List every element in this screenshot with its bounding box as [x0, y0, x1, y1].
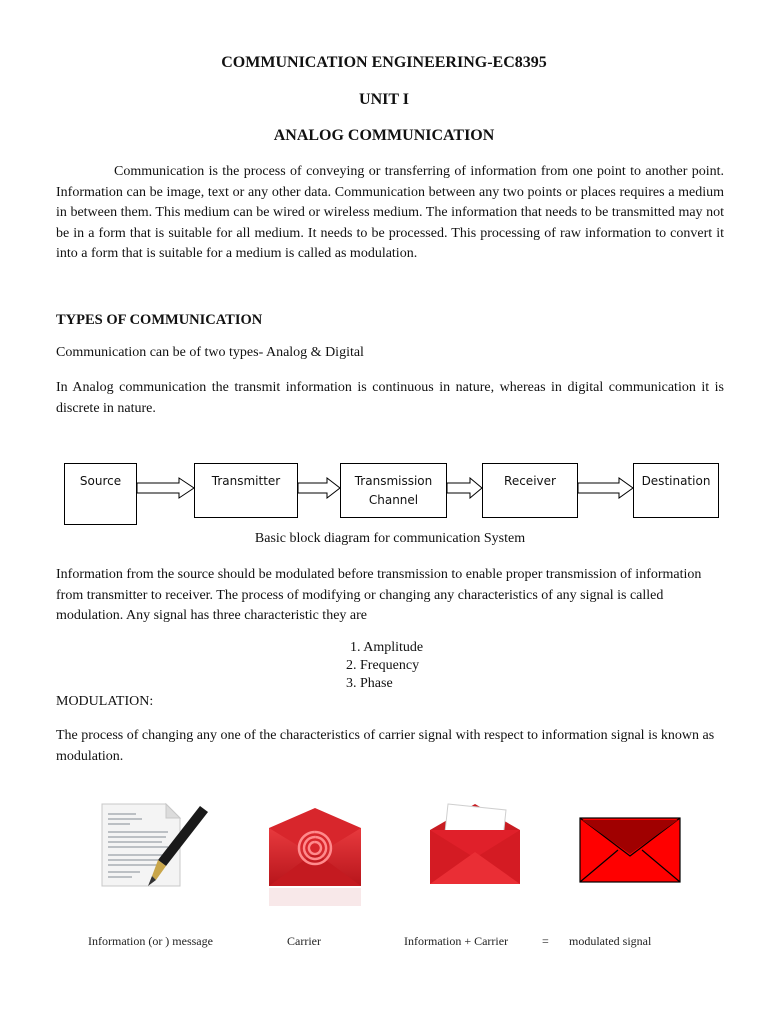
block-source: Source [64, 463, 137, 525]
diagram-caption: Basic block diagram for communication System [254, 531, 526, 546]
block-transmitter: Transmitter [194, 463, 298, 518]
label-information-plus-carrier: Information + Carrier [404, 934, 509, 948]
label-modulated-signal: modulated signal [569, 934, 652, 948]
arrow-source-transmitter-icon [137, 477, 195, 499]
arrow-channel-receiver-icon [447, 477, 483, 499]
modulation-definition: The process of changing any one of the characteristics of carrier signal with respect to information signal is known as modulation. [56, 728, 715, 764]
label-information-message: Information (or ) message [88, 934, 213, 948]
types-line-2: In Analog communication the transmit information is continuous in nature, whereas in digital communication it is discrete in nature. [56, 380, 724, 416]
intro-paragraph: Communication is the process of conveying or transferring of information from one point to another point. Information can be image, text or any other data. Communication between any two points or places requires a medium in between them. This medium can be wired or wireless medium. The information that needs to be transmitted may not be in a form that is suitable for all medium. It needs to be processed. This processing of raw information to convert it into a form that is suitable for a medium is called as modulation. [56, 164, 724, 261]
label-equals: = [542, 934, 549, 948]
block-destination: Destination [633, 463, 719, 518]
spiral-envelope-icon [266, 808, 364, 908]
unit-title: UNIT I [359, 91, 409, 108]
course-title: COMMUNICATION ENGINEERING-EC8395 [221, 54, 547, 71]
characteristics-list [346, 639, 423, 693]
types-heading: TYPES OF COMMUNICATION [56, 312, 263, 328]
red-envelope-icon [578, 816, 682, 884]
arrow-receiver-destination-icon [578, 477, 634, 499]
types-line-1: Communication can be of two types- Analog & Digital [56, 345, 364, 360]
info-paragraph: Information from the source should be modulated before transmission to enable proper transmission of information from transmitter to receiver. The process of modifying or changing any characteristics of any signal is called modulation. Any signal has three characteristic they are [56, 567, 702, 623]
list-item: 3. Phase [346, 676, 393, 691]
open-envelope-letter-icon [422, 800, 528, 890]
block-receiver: Receiver [482, 463, 578, 518]
topic-title: ANALOG COMMUNICATION [273, 127, 495, 144]
modulation-heading: MODULATION: [56, 694, 154, 709]
arrow-transmitter-channel-icon [298, 477, 341, 499]
list-item: 1. Amplitude [350, 640, 424, 655]
document-pen-icon [96, 800, 212, 890]
label-carrier: Carrier [287, 934, 321, 948]
block-transmission-channel: Transmission Channel [340, 463, 447, 518]
list-item: 2. Frequency [346, 658, 420, 673]
